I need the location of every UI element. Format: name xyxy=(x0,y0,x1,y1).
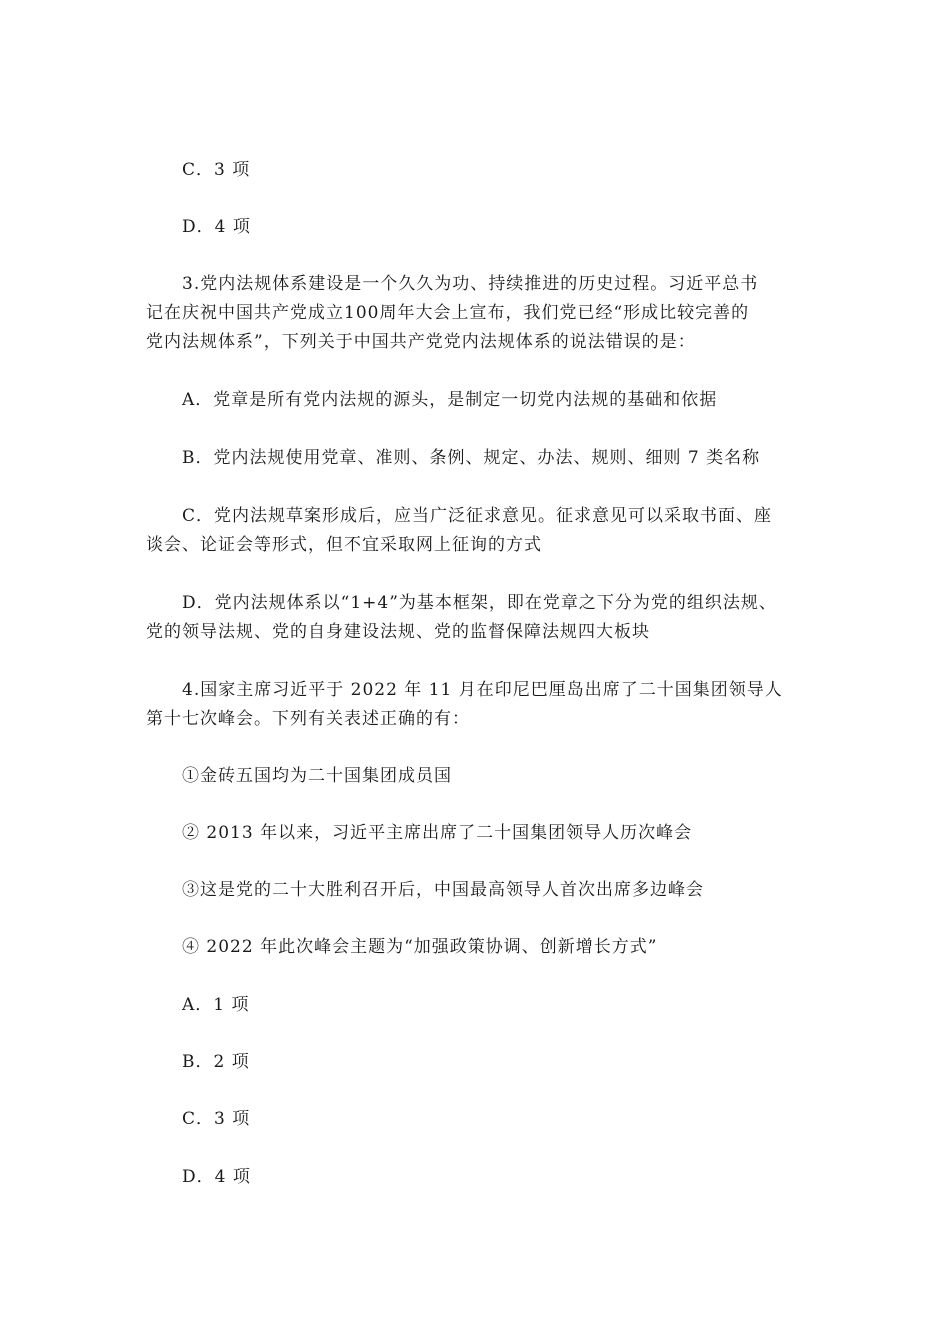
q4-statement-3: ③这是党的二十大胜利召开后，中国最高领导人首次出席多边峰会 xyxy=(182,880,704,900)
q3-stem-line-3: 党内法规体系”，下列关于中国共产党党内法规体系的说法错误的是： xyxy=(146,332,696,352)
q2-option-d: D．4 项 xyxy=(182,217,251,237)
q4-option-b: B．2 项 xyxy=(182,1052,250,1072)
q4-statement-2: ② 2013 年以来，习近平主席出席了二十国集团领导人历次峰会 xyxy=(182,823,693,843)
q4-statement-1: ①金砖五国均为二十国集团成员国 xyxy=(182,766,452,786)
q4-option-d: D．4 项 xyxy=(182,1167,251,1187)
q4-statement-4: ④ 2022 年此次峰会主题为“加强政策协调、创新增长方式” xyxy=(182,937,658,957)
q4-stem-line-1: 4.国家主席习近平于 2022 年 11 月在印尼巴厘岛出席了二十国集团领导人 xyxy=(182,680,783,700)
q3-stem-line-1: 3.党内法规体系建设是一个久久为功、持续推进的历史过程。习近平总书 xyxy=(182,274,759,294)
q2-option-c: C．3 项 xyxy=(182,160,251,180)
q3-option-d-line-2: 党的领导法规、党的自身建设法规、党的监督保障法规四大板块 xyxy=(146,622,650,642)
q3-stem-line-2: 记在庆祝中国共产党成立100周年大会上宣布，我们党已经“形成比较完善的 xyxy=(146,303,750,323)
q4-option-a: A．1 项 xyxy=(182,995,250,1015)
q3-option-b: B．党内法规使用党章、准则、条例、规定、办法、规则、细则 7 类名称 xyxy=(182,448,761,468)
q3-option-c-line-2: 谈会、论证会等形式，但不宜采取网上征询的方式 xyxy=(146,535,542,555)
q3-option-d-line-1: D．党内法规体系以“1+4”为基本框架，即在党章之下分为党的组织法规、 xyxy=(182,593,777,613)
q4-stem-line-2: 第十七次峰会。下列有关表述正确的有： xyxy=(146,709,470,729)
q4-option-c: C．3 项 xyxy=(182,1109,251,1129)
q3-option-a: A．党章是所有党内法规的源头，是制定一切党内法规的基础和依据 xyxy=(182,390,718,410)
q3-option-c-line-1: C．党内法规草案形成后，应当广泛征求意见。征求意见可以采取书面、座 xyxy=(182,506,773,526)
